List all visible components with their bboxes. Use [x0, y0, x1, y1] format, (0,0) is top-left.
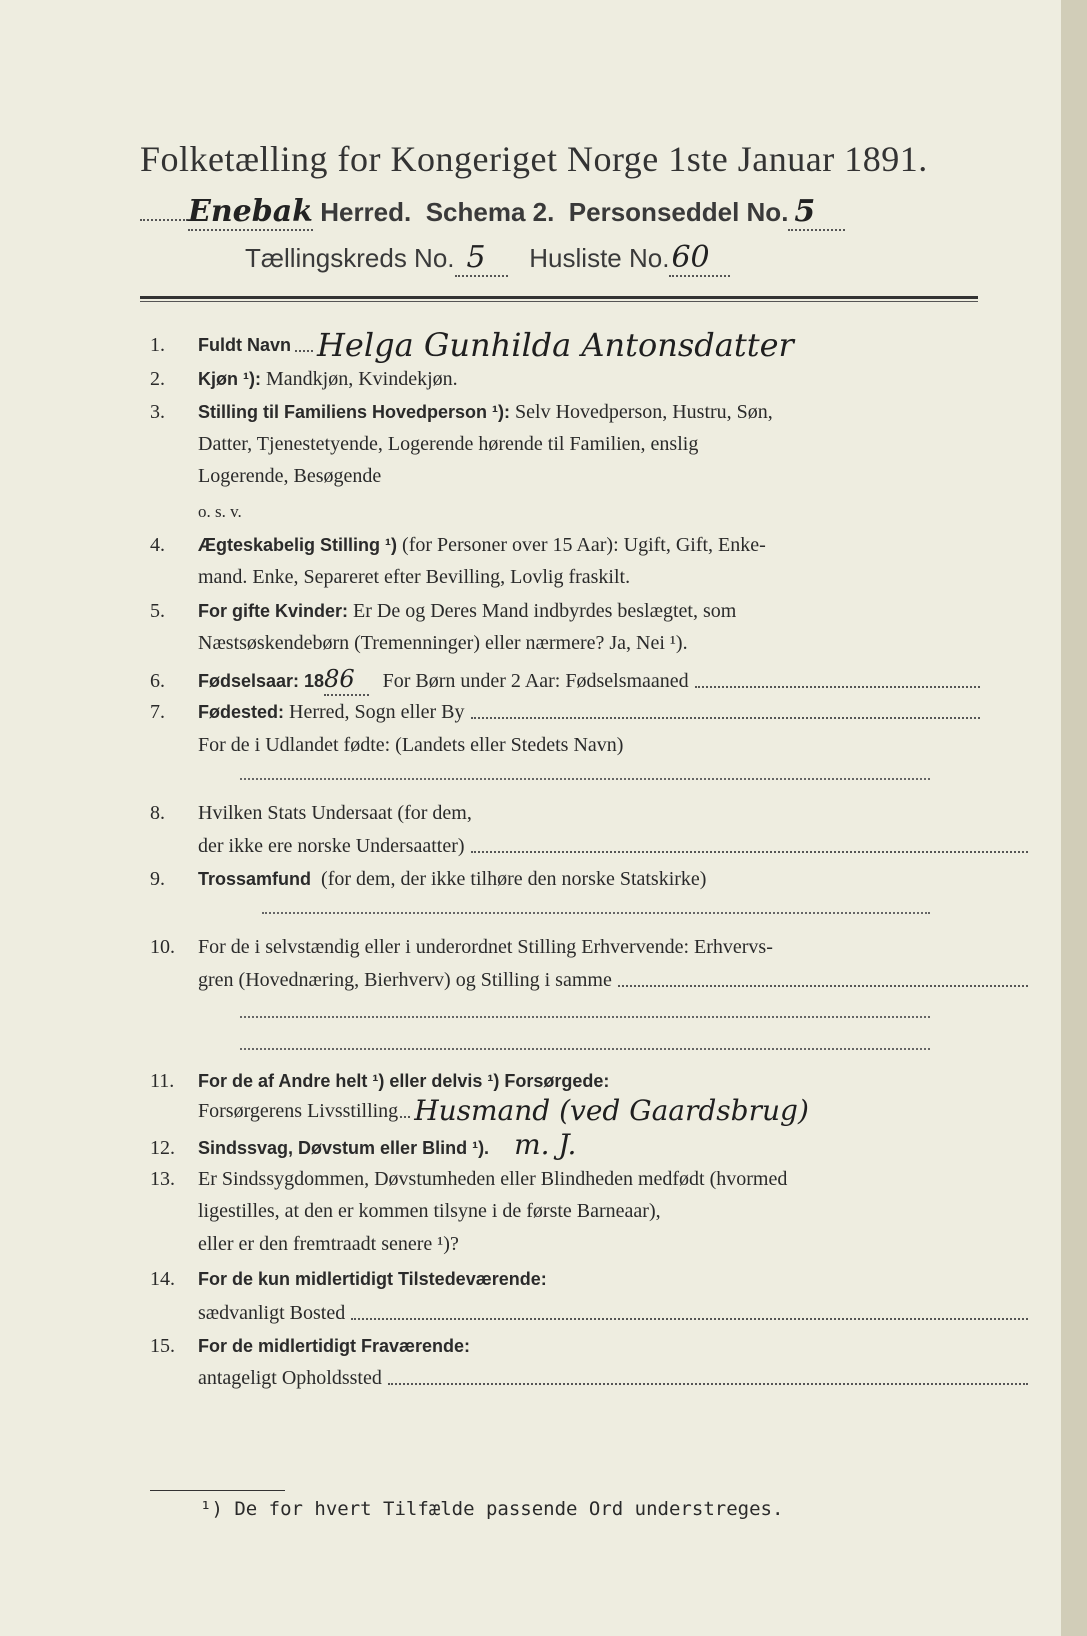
field-number: 6.	[150, 670, 165, 692]
birthplace-options: Herred, Sogn eller By	[289, 701, 465, 723]
occupation-fill	[618, 985, 1028, 987]
field-number: 11.	[150, 1070, 175, 1092]
marital-status-options-b: mand. Enke, Separeret efter Bevilling, Lovlig fraskilt.	[198, 566, 631, 588]
married-women-label: For gifte Kvinder:	[198, 601, 349, 621]
field-4-row	[150, 530, 980, 560]
personseddel-label: Personseddel No.	[568, 197, 789, 227]
field-number: 15.	[150, 1335, 175, 1357]
citizenship-row-b	[150, 831, 1028, 861]
birth-year-label: Fødselsaar: 18	[198, 671, 325, 691]
field-6-row	[150, 664, 980, 696]
gender-options: Mandkjøn, Kvindekjøn.	[265, 368, 458, 390]
field-number: 3.	[150, 401, 165, 423]
field-2-row	[150, 364, 980, 394]
husliste-label: Husliste No.	[529, 243, 670, 273]
field-number: 1.	[150, 334, 165, 356]
field-12-row	[150, 1130, 980, 1163]
gender-label: Kjøn ¹):	[198, 369, 261, 389]
disability-label: Sindssvag, Døvstum eller Blind ¹).	[198, 1138, 490, 1158]
married-women-question-a: Er De og Deres Mand indbyrdes beslægtet, som	[353, 600, 737, 622]
occupation-blank-line-2	[240, 1048, 930, 1050]
birthplace-blank-line	[240, 778, 930, 780]
field-number: 7.	[150, 701, 165, 723]
field-number: 4.	[150, 534, 165, 556]
birthplace-foreign: For de i Udlandet fødte: (Landets eller Stedets Navn)	[198, 734, 624, 756]
field-15-row	[150, 1331, 980, 1361]
married-women-question-b: Næstsøskendebørn (Tremenninger) eller nærmere? Ja, Nei ¹).	[198, 632, 688, 654]
occupation-blank-line-1	[240, 1016, 930, 1018]
field-1-row	[150, 326, 980, 364]
presumed-stay-fill	[388, 1383, 1028, 1385]
occupation-label-a: For de i selvstændig eller i underordnet Stilling Erhvervende: Erhvervs-	[198, 936, 773, 958]
disability-value: m. J.	[514, 1128, 577, 1161]
family-position-options-b: Datter, Tjenestetyende, Logerende hørende til Familien, enslig	[198, 433, 699, 455]
marital-status-options-a: (for Personer over 15 Aar): Ugift, Gift, Enke-	[402, 534, 766, 556]
husliste-value: 60	[669, 240, 729, 277]
temporary-present-label: For de kun midlertidigt Tilstedeværende:	[198, 1269, 547, 1289]
marital-status-label: Ægteskabelig Stilling ¹)	[198, 535, 398, 555]
field-5-row	[150, 596, 980, 626]
religion-text: (for dem, der ikke tilhøre den norske Statskirke)	[321, 868, 707, 890]
header-rule	[140, 296, 978, 299]
religion-blank-line	[262, 912, 930, 914]
field-number: 13.	[150, 1168, 175, 1190]
congenital-question-a: Er Sindssygdommen, Døvstumheden eller Blindheden medfødt (hvormed	[198, 1168, 788, 1190]
field-number: 9.	[150, 868, 165, 890]
field-number: 12.	[150, 1137, 175, 1159]
family-position-osv: o. s. v.	[198, 502, 242, 521]
schema-label: Schema 2.	[425, 197, 555, 227]
usual-residence-row	[150, 1298, 1028, 1328]
congenital-question-b: ligestilles, at den er kommen tilsyne i de første Barneaar),	[198, 1200, 661, 1222]
herred-label: Herred.	[320, 197, 412, 227]
occupation-row-b	[150, 965, 1028, 995]
field-number: 2.	[150, 368, 165, 390]
presumed-stay-label: antageligt Opholdssted	[198, 1367, 382, 1389]
birth-month-label: For Børn under 2 Aar: Fødselsmaaned	[382, 670, 689, 692]
field-number: 10.	[150, 936, 175, 958]
family-position-options-a: Selv Hovedperson, Hustru, Søn,	[515, 401, 773, 423]
form-title: Folketælling for Kongeriget Norge 1ste Januar 1891.	[140, 139, 928, 179]
field-number: 8.	[150, 802, 165, 824]
religion-label: Trossamfund	[198, 869, 312, 889]
temporary-absent-label: For de midlertidigt Fraværende:	[198, 1336, 471, 1356]
birth-month-fill	[695, 686, 980, 688]
birthplace-label: Fødested:	[198, 702, 285, 722]
field-number: 5.	[150, 600, 165, 622]
field-9-row	[150, 864, 980, 894]
full-name-label: Fuldt Navn	[198, 335, 291, 355]
occupation-label-b: gren (Hovednæring, Bierhverv) og Stilling i samme	[198, 969, 612, 991]
footnote-rule	[150, 1490, 285, 1491]
supporter-occupation-row	[150, 1096, 1028, 1126]
footnote: ¹) De for hvert Tilfælde passende Ord understreges.	[200, 1498, 784, 1520]
field-7-row	[150, 697, 980, 727]
birth-year-value: 86	[324, 664, 369, 696]
family-position-options-c: Logerende, Besøgende	[198, 465, 382, 487]
herred-value: Enebak	[188, 194, 313, 229]
usual-residence-fill	[351, 1318, 1028, 1320]
field-10-row	[150, 932, 980, 962]
field-3-row	[150, 397, 980, 427]
birthplace-fill	[471, 717, 980, 719]
family-position-label: Stilling til Familiens Hovedperson ¹):	[198, 402, 511, 422]
citizenship-label-b: der ikke ere norske Undersaatter)	[198, 835, 465, 857]
field-13-row	[150, 1164, 980, 1194]
citizenship-label-a: Hvilken Stats Undersaat (for dem,	[198, 802, 472, 824]
header-line-kreds	[245, 240, 945, 276]
field-number: 14.	[150, 1268, 175, 1290]
supporter-occupation-value: Husmand (ved Gaardsbrug)	[414, 1094, 809, 1127]
full-name-value: Helga Gunhilda Antonsdatter	[317, 326, 794, 364]
field-11-row	[150, 1066, 980, 1096]
personseddel-value: 5	[788, 194, 845, 231]
header-rule-thin	[140, 301, 978, 302]
field-14-row	[150, 1264, 980, 1294]
usual-residence-label: sædvanligt Bosted	[198, 1302, 346, 1324]
header-line-herred	[140, 194, 980, 230]
page-edge	[1061, 0, 1087, 1636]
supported-label: For de af Andre helt ¹) eller delvis ¹) Forsørgede:	[198, 1071, 610, 1091]
field-8-row	[150, 798, 980, 828]
taellingskreds-label: Tællingskreds No.	[245, 243, 455, 273]
citizenship-fill	[471, 851, 1028, 853]
supporter-occupation-label: Forsørgerens Livsstilling	[198, 1100, 399, 1122]
taellingskreds-value: 5	[455, 240, 508, 277]
congenital-question-c: eller er den fremtraadt senere ¹)?	[198, 1233, 459, 1255]
presumed-stay-row	[150, 1363, 1028, 1393]
